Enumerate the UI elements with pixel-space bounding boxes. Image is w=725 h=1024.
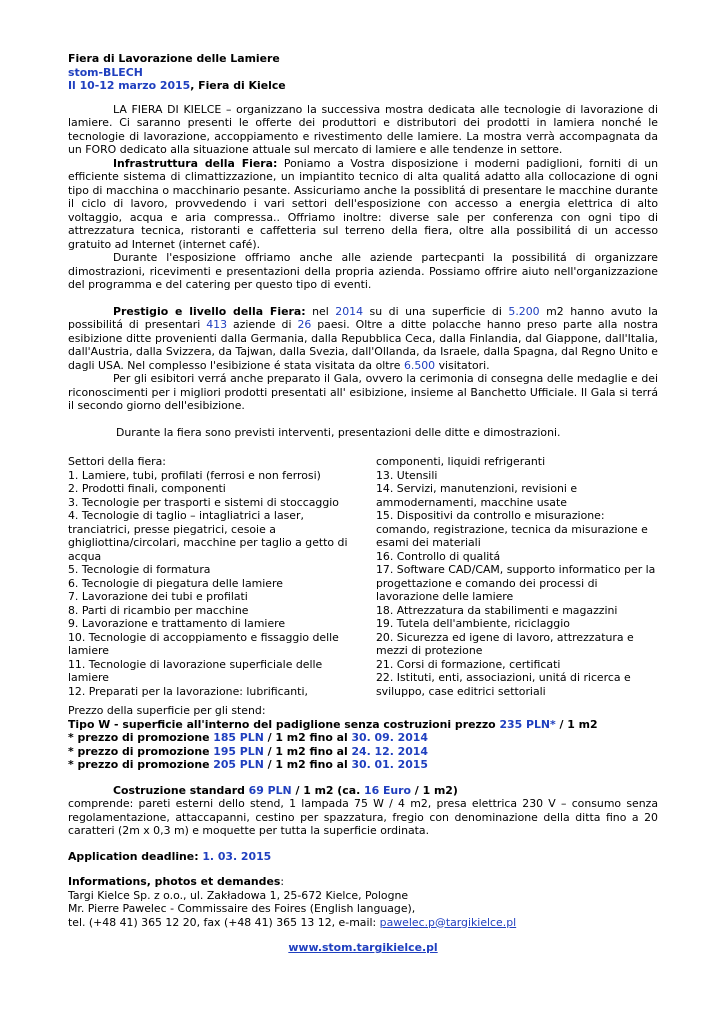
prestige-text-6: visitatori.	[435, 358, 490, 372]
application-deadline	[68, 850, 658, 864]
promo-label: * prezzo di promozione	[68, 731, 214, 744]
prestige-visitors: 6.500	[403, 358, 436, 372]
promo-unit: / 1 m2 fino al	[263, 731, 352, 744]
promo-label: * prezzo di promozione	[68, 758, 214, 771]
prestige-countries: 26	[297, 318, 312, 331]
list-item: 3. Tecnologie per trasporti e sistemi di stoccaggio	[68, 495, 339, 509]
email-link[interactable]: pawelec.p@targikielce.pl	[379, 915, 517, 929]
type-w-price-line	[68, 718, 658, 732]
sectors-left-column	[68, 469, 350, 699]
list-item: 1. Lamiere, tubi, profilati (ferrosi e non ferrosi)	[68, 468, 321, 482]
promo-date: 30. 09. 2014	[351, 731, 428, 744]
list-item: 9. Lavorazione e trattamento di lamiere	[68, 617, 286, 630]
sectors-right-column	[376, 455, 658, 698]
prestige-heading: Prestigio e livello della Fiera:	[113, 304, 306, 318]
deadline-date: 1. 03. 2015	[202, 849, 272, 863]
during-paragraph: Durante la fiera sono previsti interventi, presentazioni delle ditte e dimostrazioni.	[116, 425, 561, 439]
list-item: 22. Istituti, enti, associazioni, unitá di ricerca e sviluppo, case editrici settoriali	[376, 671, 631, 698]
contact-phone-line	[68, 916, 658, 930]
construction-price: 69 PLN	[248, 783, 292, 797]
website-link[interactable]: www.stom.targikielce.pl	[288, 941, 438, 954]
fair-title: Fiera di Lavorazione delle Lamiere	[68, 52, 280, 65]
fair-date: Il 10-12 marzo 2015	[68, 79, 191, 92]
construction-text: comprende: pareti esterni dello stend, 1 lampada 75 W / 4 m2, presa elettrica 230 V – consumo senza regolamentazione, attaccapanni, cestino per spazzatura, fregio con denominazione della ditta fino a 20 caratteri (2m x 0,3 m) e moquette per tutta la superficie ordinata.	[68, 797, 658, 837]
prestige-text-1: nel	[305, 304, 336, 318]
list-item: 18. Attrezzatura da stabilimenti e magazzini	[376, 603, 618, 617]
promo-price: 185 PLN	[213, 731, 264, 744]
prestige-text-5: paesi. Oltre a ditte polacche hanno preso parte alla nostra esibizione ditte provenienti dalla Germania, dalla Repubblica Ceca, dalla Finlandia, dal Giappone, dall'Italia, dall'Austria, dalla Svizzera, da Tajwan, dalla Svezia, dall'Ollanda, da Israele, dalla Spagna, dal Regno Unito e dagli USA. Nel complesso l'esibizione é stata visitata da oltre	[68, 318, 658, 372]
header	[68, 52, 658, 93]
prestige-text-3: m2 hanno avuto la possibilitá di presentari	[68, 304, 658, 331]
prestige-companies: 413	[206, 318, 228, 331]
list-item: 4. Tecnologie di taglio – intagliatrici a laser, tranciatrici, presse piegatrici, cesoie a ghigliottina/circolari, macchine per taglio a getto di acqua	[68, 509, 348, 563]
contact-person: Mr. Pierre Pawelec - Commissaire des Foires (English language),	[68, 902, 416, 915]
prestige-text-4: aziende di	[227, 318, 298, 331]
gala-paragraph: Per gli esibitori verrá anche preparato il Gala, ovvero la cerimonia di consegna delle medaglie e dei riconoscimenti per i migliori prodotti presentati all' esibizione, insieme al Banchetto Ufficiale. Il Gala si terrá il secondo giorno dell'esibizione.	[68, 372, 658, 412]
promo-unit: / 1 m2 fino al	[263, 758, 352, 771]
document-page	[68, 52, 658, 955]
prestige-text-2: su di una superficie di	[363, 304, 509, 318]
construction-heading	[68, 784, 658, 798]
list-item: 7. Lavorazione dei tubi e profilati	[68, 590, 248, 603]
list-item: 2. Prodotti finali, componenti	[68, 482, 226, 495]
contact-address: Targi Kielce Sp. z o.o., ul. Zakładowa 1, 25-672 Kielce, Pologne	[68, 888, 409, 902]
contact-phone: tel. (+48 41) 365 12 20, fax (+48 41) 365 13 12, e-mail:	[68, 915, 380, 929]
construction-label: Costruzione standard	[113, 783, 249, 797]
promo-price-line	[68, 731, 658, 745]
promo-price-line	[68, 758, 658, 772]
list-item: 15. Dispositivi da controllo e misurazione: comando, registrazione, tecnica da misurazione e esami dei materiali	[376, 509, 648, 549]
prestige-area: 5.200	[508, 304, 540, 318]
promo-label: * prezzo di promozione	[68, 744, 214, 758]
contact-heading-text: Informations, photos et demandes	[68, 875, 281, 888]
promo-date: 24. 12. 2014	[351, 744, 428, 758]
infrastructure-heading: Infrastruttura della Fiera:	[113, 156, 278, 170]
contact-colon: :	[280, 875, 285, 888]
list-item: 19. Tutela dell'ambiente, riciclaggio	[376, 617, 570, 630]
prestige-year: 2014	[335, 304, 363, 318]
list-item: 11. Tecnologie di lavorazione superficiale delle lamiere	[68, 657, 323, 684]
type-w-unit: / 1 m2	[555, 717, 598, 731]
construction-euro: 16 Euro	[364, 783, 412, 797]
type-w-label: Tipo W - superficie all'interno del padiglione senza costruzioni prezzo	[68, 717, 500, 731]
infrastructure-paragraph	[68, 157, 658, 252]
list-item: 20. Sicurezza ed igene di lavoro, attrezzatura e mezzi di protezione	[376, 630, 634, 657]
exhibition-paragraph: Durante l'esposizione offriamo anche alle aziende partecpanti la possibilitá di organizzare dimostrazioni, ricevimenti e presentazioni della propria azienda. Possiamo offrire aiuto nell'organizzazione del programma e del catering per questo tipo di eventi.	[68, 251, 658, 291]
prices-intro: Prezzo della superficie per gli stend:	[68, 704, 266, 717]
list-item: 13. Utensili	[376, 468, 438, 482]
sectors-heading: Settori della fiera:	[68, 455, 166, 468]
promo-unit: / 1 m2 fino al	[263, 744, 352, 758]
type-w-price: 235 PLN*	[499, 717, 556, 731]
website-line	[68, 941, 658, 955]
list-item: 10. Tecnologie di accoppiamento e fissaggio delle lamiere	[68, 630, 339, 657]
fair-place: , Fiera di Kielce	[190, 79, 286, 92]
list-item: 5. Tecnologie di formatura	[68, 563, 211, 576]
list-item: 16. Controllo di qualitá	[376, 549, 501, 563]
list-item: 8. Parti di ricambio per macchine	[68, 603, 249, 617]
fair-name: stom-BLECH	[68, 65, 143, 79]
promo-date: 30. 01. 2015	[351, 758, 428, 771]
list-item: 6. Tecnologie di piegatura delle lamiere	[68, 576, 283, 590]
deadline-label: Application deadline:	[68, 849, 203, 863]
list-item: componenti, liquidi refrigeranti	[376, 455, 546, 468]
infrastructure-text: Poniamo a Vostra disposizione i moderni padiglioni, forniti di un efficiente sistema di climattizzazione, un impiantito tecnico di alta qualitá adatto alla collocazione di ogni tipo di macchina o macchinario pesante. Assicuriamo anche la possiblitá di presentare le macchine durante il ciclo di lavoro, provvedendo i vari settori dell'esposizione con accesso a energia elettrica di alto voltaggio, acqua e aria compressa.. Offriamo inoltre: diverse sale per conferenza con ogni tipo di attrezzatura tecnica, ristoranti e caffetteria sul terreno della fiera, oltre alla possibilitá di un accesso gratuito ad Internet (internet café).	[68, 156, 658, 251]
list-item: 12. Preparati per la lavorazione: lubrificanti,	[68, 684, 308, 698]
list-item: 21. Corsi di formazione, certificati	[376, 657, 561, 671]
contact-heading	[68, 875, 658, 889]
list-item: 17. Software CAD/CAM, supporto informatico per la progettazione e comando dei processi di lavorazione delle lamiere	[376, 563, 656, 603]
fair-date-line	[68, 79, 658, 93]
construction-unit: / 1 m2 (ca.	[291, 783, 365, 797]
construction-end: / 1 m2)	[411, 783, 458, 797]
intro-paragraph: LA FIERA DI KIELCE – organizzano la successiva mostra dedicata alle tecnologie di lavorazione di lamiere. Ci saranno presenti le offerte dei produttori e distributori dei prodotti in lamiera nonché le tecnologie di lavorazione, accoppiamento e rivestimento delle lamiere. La mostra verrà accompagnata da un FORO dedicato alla situazione attuale sul mercato di lamiere e alle tendenze in settore.	[68, 102, 658, 156]
promo-price-line	[68, 745, 658, 759]
prestige-paragraph	[68, 305, 658, 373]
list-item: 14. Servizi, manutenzioni, revisioni e ammodernamenti, macchine usate	[376, 482, 578, 509]
promo-price: 195 PLN	[213, 744, 264, 758]
promo-price: 205 PLN	[213, 758, 264, 771]
